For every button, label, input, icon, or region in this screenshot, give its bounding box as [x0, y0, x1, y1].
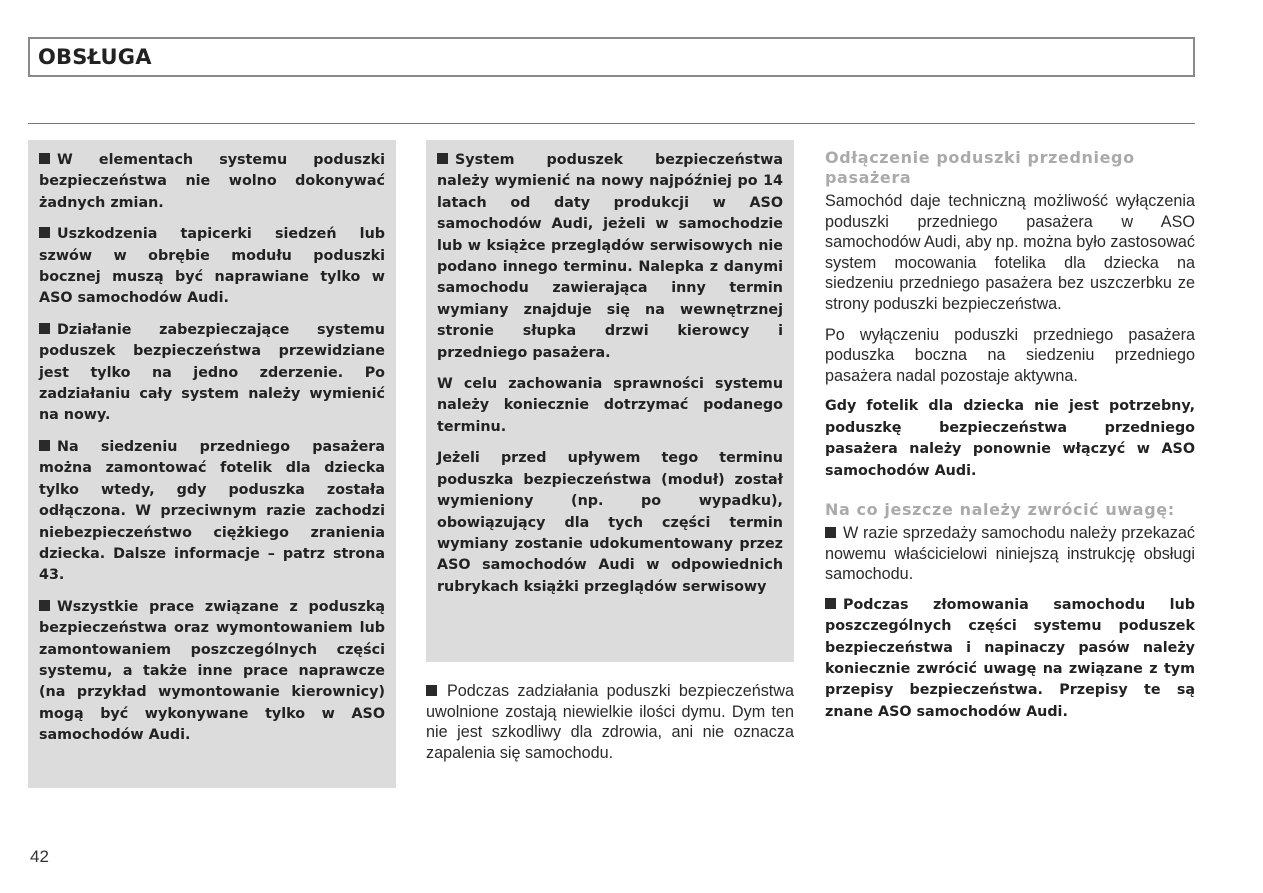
bullet-square-icon: [426, 685, 437, 696]
warning-paragraph: W celu zachowania sprawności systemu należy koniecznie dotrzymać podanego terminu.: [437, 376, 783, 435]
warning-paragraph: Podczas złomowania samochodu lub poszczególnych części systemu poduszek bezpieczeństwa i napinaczy pasów należy koniecznie zwrócić uwagę na związane z tym przepisy bezpieczeństwa. Przepisy te są znane ASO samochodów Audi.: [825, 596, 1195, 720]
bullet-square-icon: [39, 600, 50, 611]
warning-paragraph: Działanie zabezpieczające systemu poduszek bezpieczeństwa przewidziane jest tylko na jedno zderzenie. Po zadziałaniu cały system należy wymienić na nowy.: [39, 321, 385, 424]
warning-paragraph: Wszystkie prace związane z poduszką bezpieczeństwa oraz wymontowaniem lub zamontowaniem poszczególnych części systemu, a także inne prace naprawcze (na przykład wymontowanie kierownicy) mogą być wykonywane tylko w ASO samochodów Audi.: [39, 598, 385, 744]
subsection-heading: Na co jeszcze należy zwrócić uwagę:: [825, 499, 1175, 519]
warning-paragraph: System poduszek bezpieczeństwa należy wymienić na nowy najpóźniej po 14 latach od daty produkcji w ASO samochodów Audi, jeżeli w samochodzie lub w książce przeglądów serwisowych nie podano innego terminu. Nalepka z danymi samochodu zawierająca inny termin wymiany znajduje się na wewnętrznej stronie słupka drzwi kierowcy i przedniego pasażera.: [437, 152, 783, 361]
note-paragraph: Podczas zadziałania poduszki bezpieczeństwa uwolnione zostają niewielkie ilości dymu. Dym ten nie jest szkodliwy dla zdrowia, ani nie oznacza zapalenia się samochodu.: [426, 682, 794, 762]
bullet-square-icon: [39, 323, 50, 334]
section-title: OBSŁUGA: [38, 45, 152, 69]
body-paragraph: Samochód daje techniczną możliwość wyłączenia poduszki przedniego pasażera w ASO samochodów Audi, aby np. można było zastosować system mocowania fotelika dla dziecka na siedzeniu przedniego pasażera bez uszczerbku ze strony poduszki bezpieczeństwa.: [825, 192, 1195, 313]
horizontal-divider: [28, 123, 1195, 124]
bullet-square-icon: [825, 598, 836, 609]
warning-paragraph: W elementach systemu poduszki bezpieczeństwa nie wolno dokonywać żadnych zmian.: [39, 152, 385, 211]
section-header-box: [28, 37, 1195, 77]
column-1: [39, 150, 385, 757]
subsection-heading: Odłączenie poduszki przedniego pasażera: [825, 148, 1135, 187]
page-number: 42: [30, 847, 49, 866]
bullet-square-icon: [39, 227, 50, 238]
warning-paragraph: Uszkodzenia tapicerki siedzeń lub szwów w obrębie modułu poduszki bocznej muszą być naprawiane tylko w ASO samochodów Audi.: [39, 226, 385, 307]
bullet-square-icon: [437, 153, 448, 164]
emphasis-paragraph: Gdy fotelik dla dziecka nie jest potrzebny, poduszkę bezpieczeństwa przedniego pasażera należy ponownie włączyć w ASO samochodów Audi.: [825, 398, 1195, 479]
bullet-square-icon: [825, 527, 836, 538]
column-2: [437, 150, 783, 608]
column-3: [825, 148, 1195, 733]
warning-paragraph: Na siedzeniu przedniego pasażera można zamontować fotelik dla dziecka tylko wtedy, gdy poduszka została odłączona. W przeciwnym razie zachodzi niebezpieczeństwo ciężkiego zranienia dziecka. Dalsze informacje – patrz strona 43.: [39, 438, 385, 584]
bullet-square-icon: [39, 153, 50, 164]
note-paragraph: W razie sprzedaży samochodu należy przekazać nowemu właścicielowi niniejszą instrukcję obsługi samochodu.: [825, 523, 1195, 584]
column-2-note: [426, 681, 794, 763]
body-paragraph: Po wyłączeniu poduszki przedniego pasażera poduszka boczna na siedzeniu przedniego pasażera nadal pozostaje aktywna.: [825, 325, 1195, 385]
warning-paragraph: Jeżeli przed upływem tego terminu poduszka bezpieczeństwa (moduł) został wymieniony (np. po wypadku), obowiązujący dla tych części termin wymiany zostanie udokumentowany przez ASO samochodów Audi w odpowiednich rubrykach książki przeglądów serwisowy: [437, 450, 783, 595]
bullet-square-icon: [39, 440, 50, 451]
